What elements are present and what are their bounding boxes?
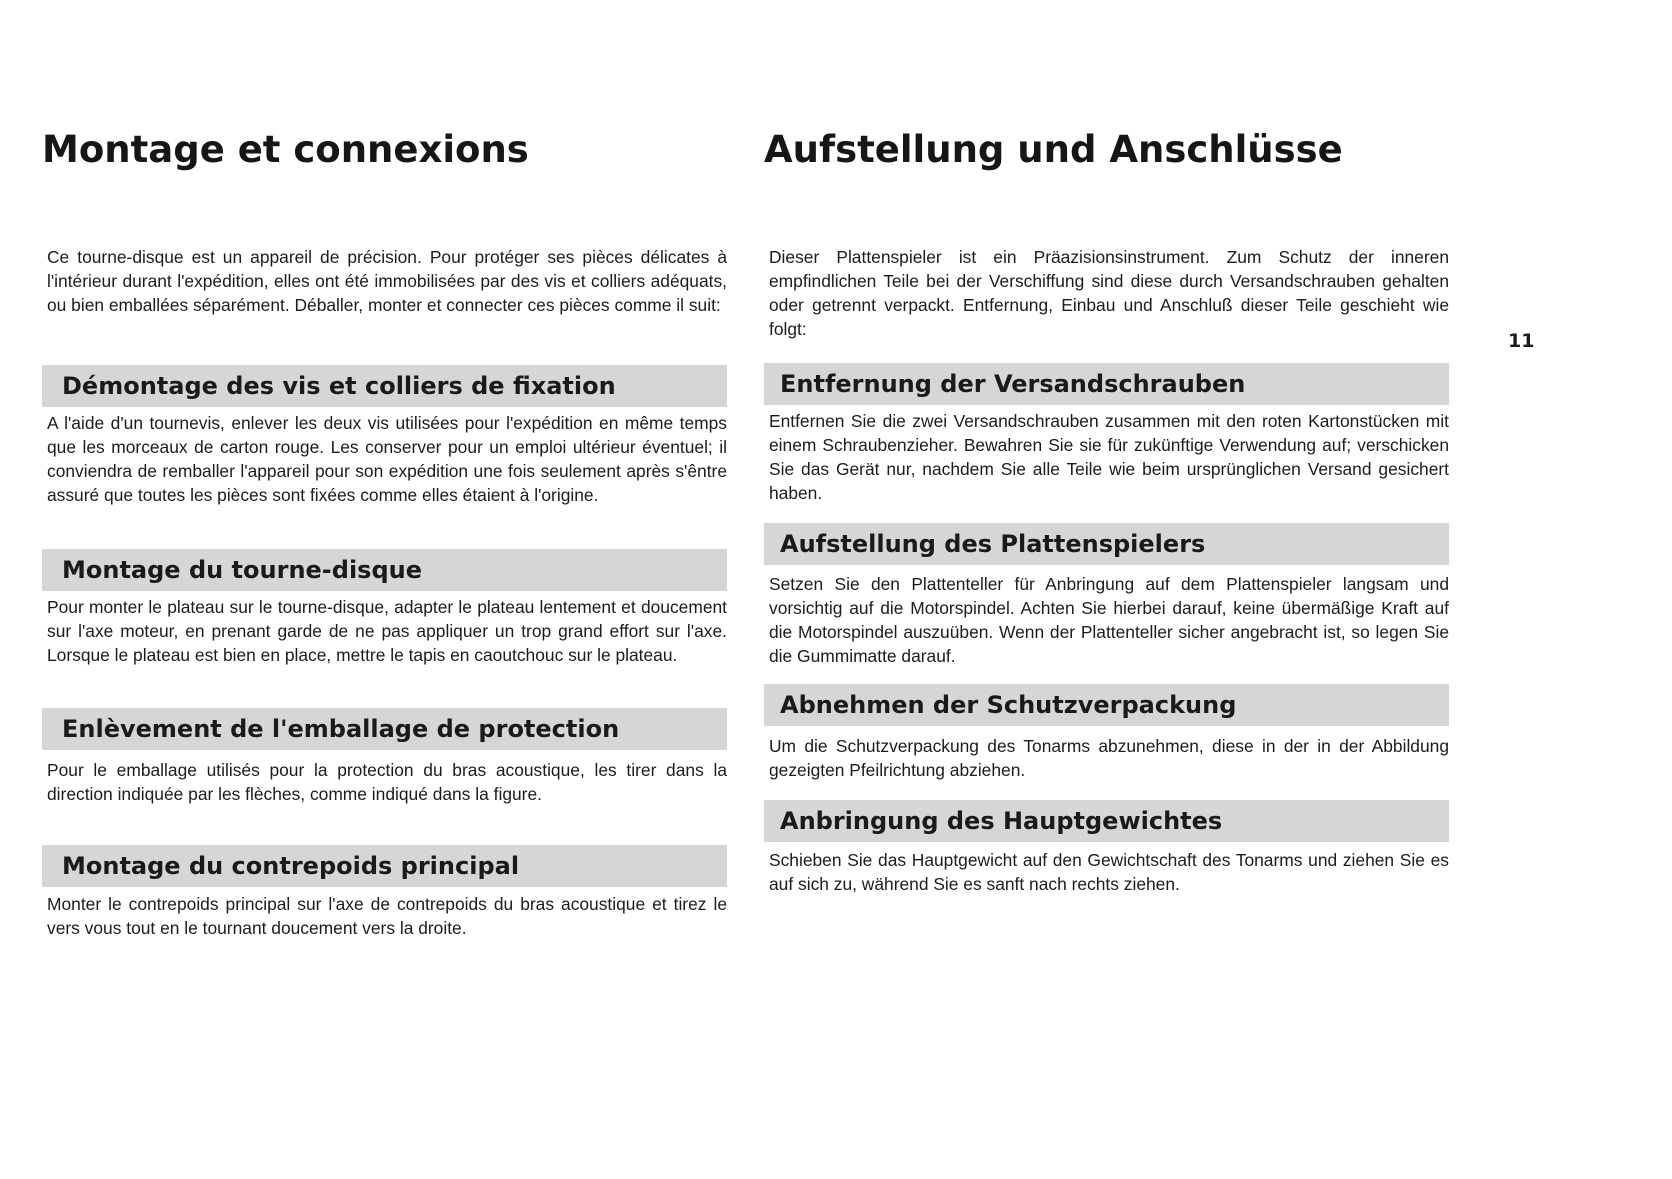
french-section-heading-bar: [42, 845, 727, 887]
french-section-heading-bar: [42, 549, 727, 591]
german-page-title: Aufstellung und Anschlüsse: [764, 128, 1343, 171]
german-section-heading-bar: [764, 523, 1449, 565]
french-section-heading: Montage du tourne-disque: [62, 556, 422, 584]
french-section-heading: Démontage des vis et colliers de fixation: [62, 372, 616, 400]
german-section-heading: Anbringung des Hauptgewichtes: [780, 807, 1223, 835]
german-section-heading-bar: [764, 800, 1449, 842]
german-section-body: Um die Schutzverpackung des Tonarms abzunehmen, diese in der in der Abbildung gezeigten Pfeilrichtung abziehen.: [769, 736, 1449, 780]
french-intro: Ce tourne-disque est un appareil de précision. Pour protéger ses pièces délicates à l'intérieur durant l'expédition, elles ont été immobilisées par des vis et colliers adéquats, ou bien emballées séparément. Déballer, monter et connecter ces pièces comme il suit:: [47, 247, 727, 315]
french-page-title: Montage et connexions: [42, 128, 529, 171]
french-section-body: Pour monter le plateau sur le tourne-disque, adapter le plateau lentement et doucement sur l'axe moteur, en prenant garde de ne pas appliquer un trop grand effort sur l'axe. Lorsque le plateau est bien en place, mettre le tapis en caoutchouc sur le plateau.: [47, 597, 727, 665]
german-section-heading: Abnehmen der Schutzverpackung: [780, 691, 1237, 719]
french-section-body: Monter le contrepoids principal sur l'axe de contrepoids du bras acoustique et tirez le vers vous tout en le tournant doucement vers la droite.: [47, 894, 727, 938]
german-section-heading-bar: [764, 684, 1449, 726]
french-section-heading-bar: [42, 365, 727, 407]
french-section-heading-bar: [42, 708, 727, 750]
french-section-body: Pour le emballage utilisés pour la protection du bras acoustique, les tirer dans la direction indiquée par les flèches, comme indiqué dans la figure.: [47, 760, 727, 804]
page-number: 11: [1508, 330, 1535, 352]
french-section-body: A l'aide d'un tournevis, enlever les deux vis utilisées pour l'expédition en même temps que les morceaux de carton rouge. Les conserver pour un emploi ultérieur éventuel; il conviendra de remballer l'appareil pour son expédition une fois seulement après s'êntre assuré que toutes les pièces sont fixées comme elles étaient à l'origine.: [47, 413, 727, 505]
german-intro: Dieser Plattenspieler ist ein Präazisionsinstrument. Zum Schutz der inneren empfindlichen Teile bei der Verschiffung sind diese durch Versandschrauben gehalten oder getrennt verpackt. Entfernung, Einbau und Anschluß dieser Teile geschieht wie folgt:: [769, 247, 1449, 339]
french-section-heading: Enlèvement de l'emballage de protection: [62, 715, 620, 743]
french-section-heading: Montage du contrepoids principal: [62, 852, 520, 880]
german-section-body: Entfernen Sie die zwei Versandschrauben zusammen mit den roten Kartonstücken mit einem Schraubenzieher. Bewahren Sie sie für zukünftige Verwendung auf; verschicken Sie das Gerät nur, nachdem Sie alle Teile wie beim ursprünglichen Versand gesichert haben.: [769, 411, 1449, 503]
german-section-heading-bar: [764, 363, 1449, 405]
german-section-body: Setzen Sie den Plattenteller für Anbringung auf dem Plattenspieler langsam und vorsichtig auf die Motorspindel. Achten Sie hierbei darauf, keine übermäßige Kraft auf die Motorspindel auszuüben. Wenn der Plattenteller sicher angebracht ist, so legen Sie die Gummimatte darauf.: [769, 574, 1449, 666]
german-section-heading: Entfernung der Versandschrauben: [780, 370, 1246, 398]
german-section-body: Schieben Sie das Hauptgewicht auf den Gewichtschaft des Tonarms und ziehen Sie es auf sich zu, während Sie es sanft nach rechts ziehen.: [769, 850, 1449, 894]
german-section-heading: Aufstellung des Plattenspielers: [780, 530, 1206, 558]
